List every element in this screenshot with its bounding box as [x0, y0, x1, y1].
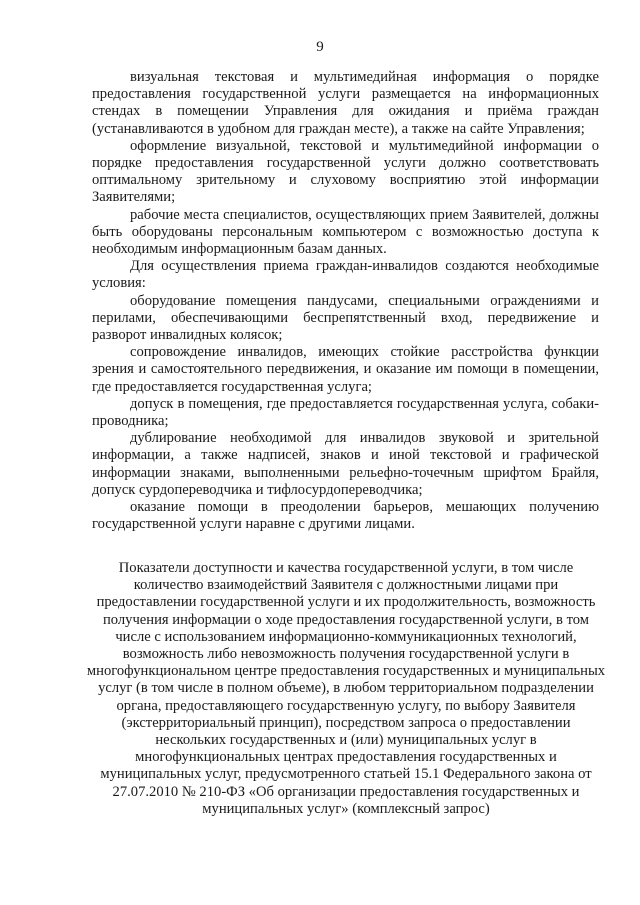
section-heading-text: Показатели доступности и качества государственной услуги, в том числе количество взаимодействий Заявителя с должностными лицами при предоставлении государственной услуги и их продолжительность, возможность получения информации о ходе предоставления государственной услуги, в том числе с использованием информационно-коммуникационных технологий, возможность либо невозможность получения государственной услуги в многофункциональном центре предоставления государственных и муниципальных услуг (в том числе в полном объеме), в любом территориальном подразделении органа, предоставляющего государственную услугу, по выбору Заявителя (экстерриториальный принцип), посредством запроса о предоставлении нескольких государственных и (или) муниципальных услуг в многофункциональных центрах предоставления государственных и муниципальных услуг, предусмотренного статьей 15.1 Федерального закона от 27.07.2010 № 210-ФЗ «Об организации предоставления государственных и муниципальных услуг» (комплексный запрос) [86, 560, 606, 817]
paragraph-workplaces: рабочие места специалистов, осуществляющих прием Заявителей, должны быть оборудованы персональным компьютером с возможностью доступа к необходимым информационным базам данных. [92, 206, 599, 258]
paragraph-visual-design: оформление визуальной, текстовой и мультимедийной информации о порядке предоставления государственной услуги должно соответствовать оптимальному зрительному и слуховому восприятию этой информации Заявителями; [92, 137, 599, 206]
body-text [92, 69, 599, 533]
paragraph-braille: дублирование необходимой для инвалидов звуковой и зрительной информации, а также надписей, знаков и иной текстовой и графической информации знаками, выполненными рельефно-точечным шрифтом Брайля, допуск сурдопереводчика и тифлосурдопереводчика; [92, 430, 599, 498]
paragraph-guide-dog: допуск в помещения, где предоставляется государственная услуга, собаки-проводника; [92, 395, 599, 430]
paragraph-info-stands: визуальная текстовая и мультимедийная информация о порядке предоставления государственной услуги размещается на информационных стендах в помещении Управления для ожидания и приёма граждан (устанавливаются в удобном для граждан месте), а также на сайте Управления; [92, 69, 599, 137]
page-number: 9 [316, 39, 324, 55]
paragraph-disabled-conditions: Для осуществления приема граждан-инвалидов создаются необходимые условия: [92, 258, 599, 292]
paragraph-barriers: оказание помощи в преодолении барьеров, мешающих получению государственной услуги наравне с другими лицами. [92, 499, 599, 533]
paragraph-escort: сопровождение инвалидов, имеющих стойкие расстройства функции зрения и самостоятельного передвижения, и оказание им помощи в помещении, где предоставляется государственная услуга; [92, 344, 599, 395]
paragraph-ramps: оборудование помещения пандусами, специальными ограждениями и перилами, обеспечивающими беспрепятственный вход, передвижение и разворот инвалидных колясок; [92, 292, 599, 344]
section-heading [86, 560, 606, 818]
